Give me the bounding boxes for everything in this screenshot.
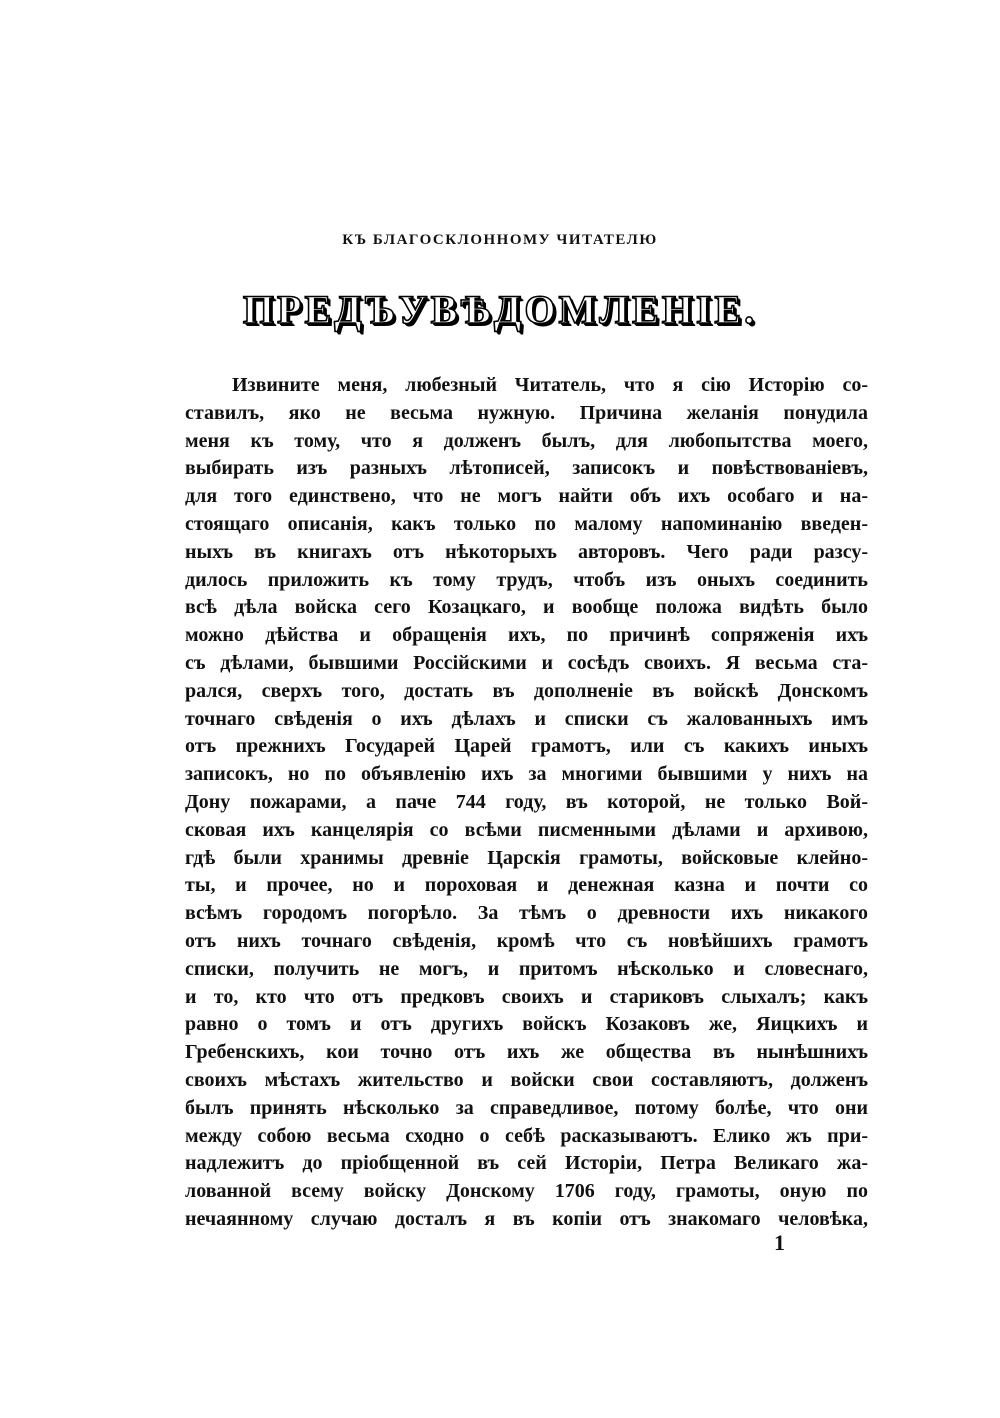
text-line: можно дѣйства и обращенія ихъ, по причинѣ сопряженія ихъ [185,624,868,647]
text-line: ставилъ, яко не весьма нужную. Причина желанія понудила [185,401,868,424]
page-number: 1 [774,1230,785,1255]
section-heading: КЪ БЛАГОСКЛОННОМУ ЧИТАТЕЛЮ [342,232,658,248]
text-line: списки, получить не могъ, и притомъ нѣсколько и словеснаго, [185,957,868,980]
page-title: ПРЕДЪУВѢДОМЛЕНІЕ. [242,287,758,332]
text-line: и то, кто что отъ предковъ своихъ и стариковъ слыхалъ; какъ [185,985,868,1008]
text-line: дилось приложить къ тому трудъ, чтобъ изъ оныхъ соединить [185,568,868,591]
text-line: своихъ мѣстахъ жительство и войски свои составляютъ, долженъ [185,1068,868,1091]
text-line: всѣмъ городомъ погорѣло. За тѣмъ о древности ихъ никакого [185,902,868,925]
body-text [185,372,868,1234]
text-line: гдѣ были хранимы древніе Царскія грамоты, войсковые клейно- [185,846,868,869]
text-line: записокъ, но по объявленію ихъ за многими бывшими у нихъ на [185,763,868,786]
text-line: сковая ихъ канцелярія со всѣми писменными дѣлами и архивою, [185,818,868,841]
text-line: Гребенскихъ, кои точно отъ ихъ же общества въ нынѣшнихъ [185,1041,868,1064]
text-line: отъ нихъ точнаго свѣденія, кромѣ что съ новѣйшихъ грамотъ [185,929,868,952]
text-line: нечаянному случаю досталъ я въ копіи отъ знакомаго человѣка, [185,1207,868,1230]
text-line: рался, сверхъ того, достать въ дополненіе въ войскѣ Донскомъ [185,679,868,702]
text-line: точнаго свѣденія о ихъ дѣлахъ и списки съ жалованныхъ имъ [185,707,868,730]
text-line: Дону пожарами, а паче 744 году, въ которой, не только Вой- [185,790,868,813]
text-line: отъ прежнихъ Государей Царей грамотъ, или съ какихъ иныхъ [185,735,868,758]
text-line: меня къ тому, что я долженъ былъ, для любопытства моего, [185,429,868,452]
text-line: ныхъ въ книгахъ отъ нѣкоторыхъ авторовъ. Чего ради разсу- [185,540,868,563]
text-line: съ дѣлами, бывшими Россійскими и сосѣдъ своихъ. Я весьма ста- [185,651,868,674]
text-line: стоящаго описанія, какъ только по малому напоминанію введен- [185,512,868,535]
text-line: для того единствено, что не могъ найти объ ихъ особаго и на- [185,485,868,508]
text-line: выбирать изъ разныхъ лѣтописей, записокъ и повѣствованіевъ, [185,457,868,480]
text-line: Извините меня, любезный Читатель, что я сію Исторію со- [232,374,868,396]
text-line: лованной всему войску Донскому 1706 году, грамоты, оную по [185,1180,868,1203]
text-line: равно о томъ и отъ другихъ войскъ Козаковъ же, Яицкихъ и [185,1013,868,1036]
text-line: надлежитъ до пріобщенной въ сей Исторіи, Петра Великаго жа- [185,1152,868,1175]
text-line: между собою весьма сходно о себѣ расказываютъ. Елико жъ при- [185,1124,868,1147]
text-line: всѣ дѣла войска сего Козацкаго, и вообще положа видѣть было [185,596,868,619]
text-line: ты, и прочее, но и пороховая и денежная казна и почти со [185,874,868,897]
text-line: былъ принять нѣсколько за справедливое, потому болѣе, что они [185,1096,868,1119]
